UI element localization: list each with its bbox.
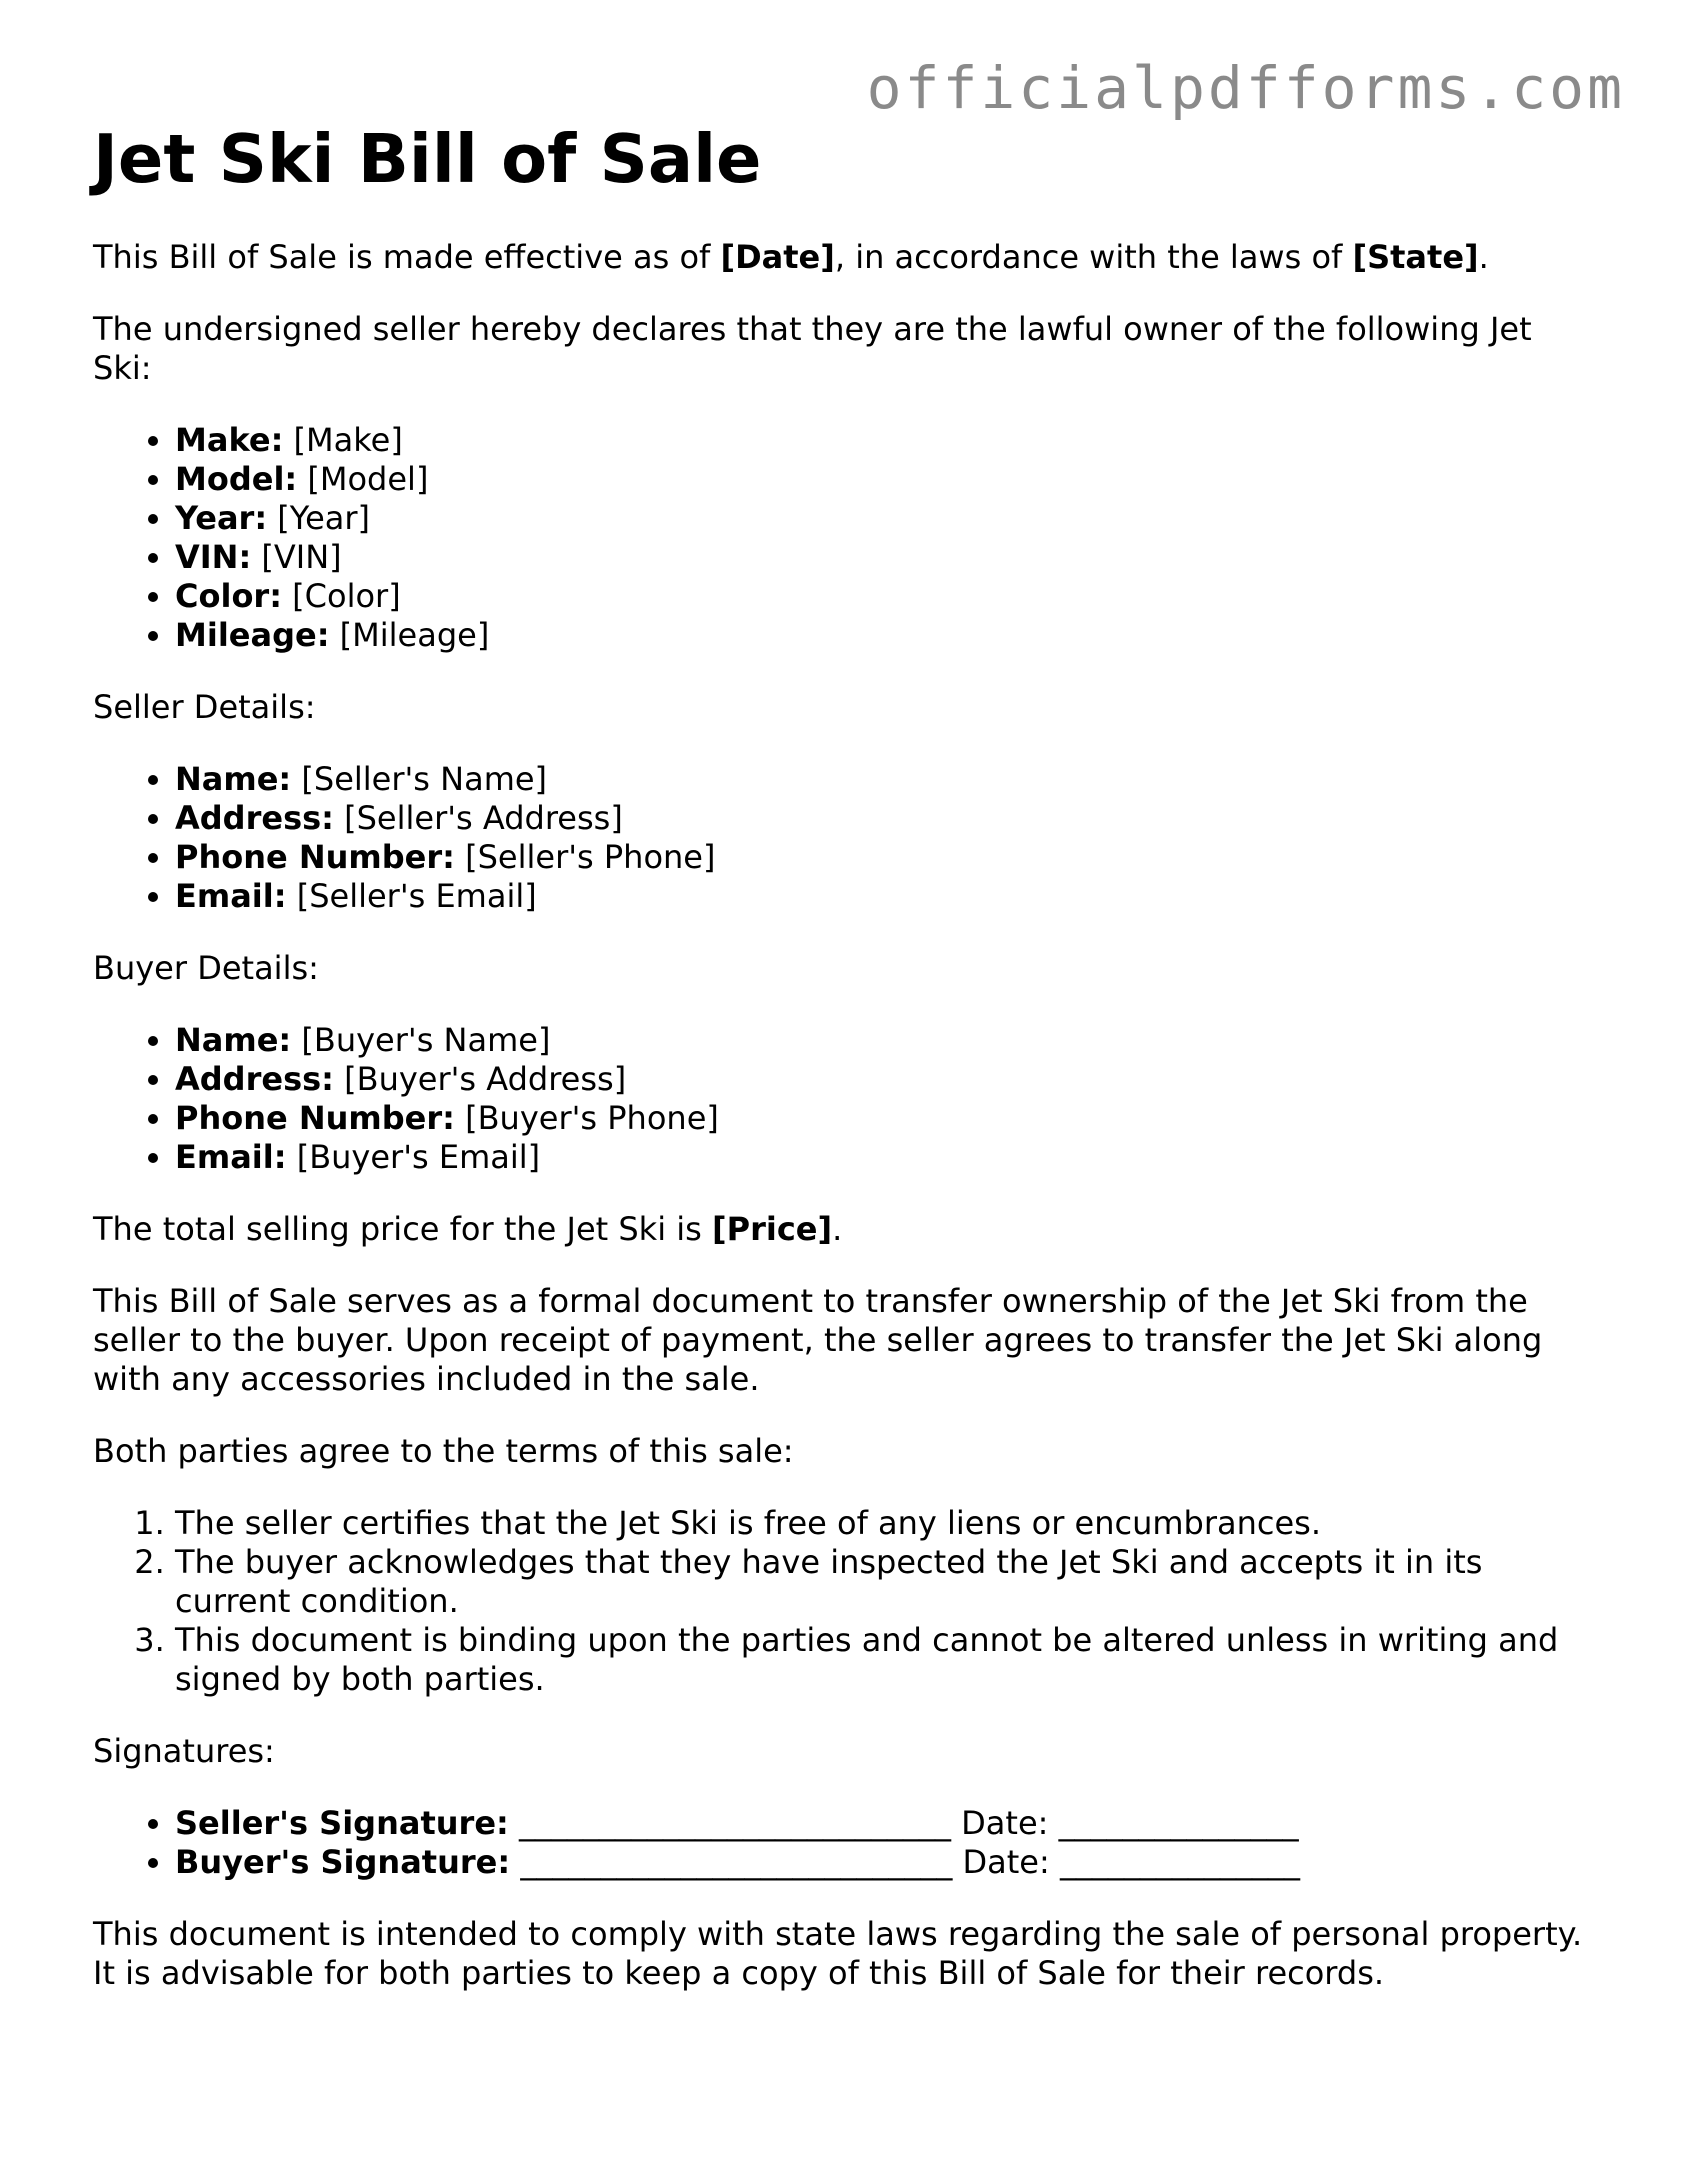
- list-item-color: • Color: [Color]: [175, 577, 1593, 616]
- document-body: [93, 112, 1593, 2026]
- watermark-text: officialpdfforms.com: [866, 54, 1625, 122]
- seller-signature-line: ___________________________ Date: _______________: [508, 1804, 1299, 1842]
- seller-details-list: [93, 760, 1593, 916]
- list-item-seller-name: • Name: [Seller's Name]: [175, 760, 1593, 799]
- terms-list: [93, 1504, 1593, 1699]
- list-item-vin: • VIN: [VIN]: [175, 538, 1593, 577]
- list-item-term-2: 2. The buyer acknowledges that they have inspected the Jet Ski and accepts it in its current condition.: [175, 1543, 1593, 1621]
- list-item-year: • Year: [Year]: [175, 499, 1593, 538]
- list-item-buyer-phone: • Phone Number: [Buyer's Phone]: [175, 1099, 1593, 1138]
- list-item-seller-phone: • Phone Number: [Seller's Phone]: [175, 838, 1593, 877]
- list-item-make: • Make: [Make]: [175, 421, 1593, 460]
- list-item-term-1: 1. The seller certifies that the Jet Ski is free of any liens or encumbrances.: [175, 1504, 1593, 1543]
- ownership-statement: The undersigned seller hereby declares that they are the lawful owner of the following Jet Ski:: [93, 310, 1532, 387]
- signatures-list: [93, 1804, 1593, 1882]
- vehicle-details-list: [93, 421, 1593, 655]
- list-item-buyer-signature: • Buyer's Signature: ___________________________ Date: _______________: [175, 1843, 1593, 1882]
- terms-heading: Both parties agree to the terms of this sale:: [93, 1432, 794, 1470]
- buyer-signature-line: ___________________________ Date: _______________: [510, 1843, 1300, 1881]
- list-item-seller-signature: • Seller's Signature: ___________________________ Date: _______________: [175, 1804, 1593, 1843]
- list-item-seller-address: • Address: [Seller's Address]: [175, 799, 1593, 838]
- list-item-mileage: • Mileage: [Mileage]: [175, 616, 1593, 655]
- buyer-details-list: [93, 1021, 1593, 1177]
- signatures-heading: Signatures:: [93, 1732, 275, 1770]
- buyer-heading: Buyer Details:: [93, 949, 319, 987]
- list-item-buyer-email: • Email: [Buyer's Email]: [175, 1138, 1593, 1177]
- intro-paragraph: This Bill of Sale is made effective as of [Date], in accordance with the laws of [State].: [93, 238, 1489, 276]
- state-placeholder: [State]: [1352, 238, 1479, 276]
- price-paragraph: The total selling price for the Jet Ski is [Price].: [93, 1210, 843, 1248]
- seller-heading: Seller Details:: [93, 688, 316, 726]
- document-title: Jet Ski Bill of Sale: [93, 120, 762, 198]
- list-item-buyer-name: • Name: [Buyer's Name]: [175, 1021, 1593, 1060]
- list-item-term-3: 3. This document is binding upon the parties and cannot be altered unless in writing and signed by both parties.: [175, 1621, 1593, 1699]
- closing-paragraph: This document is intended to comply with state laws regarding the sale of personal property. It is advisable for both parties to keep a copy of this Bill of Sale for their records.: [93, 1915, 1583, 1992]
- price-placeholder: [Price]: [711, 1210, 833, 1248]
- list-item-seller-email: • Email: [Seller's Email]: [175, 877, 1593, 916]
- list-item-model: • Model: [Model]: [175, 460, 1593, 499]
- list-item-buyer-address: • Address: [Buyer's Address]: [175, 1060, 1593, 1099]
- date-placeholder: [Date]: [720, 238, 835, 276]
- transfer-paragraph: This Bill of Sale serves as a formal document to transfer ownership of the Jet Ski from the seller to the buyer. Upon receipt of payment, the seller agrees to transfer the Jet Ski along with any accessories included in the sale.: [93, 1282, 1543, 1398]
